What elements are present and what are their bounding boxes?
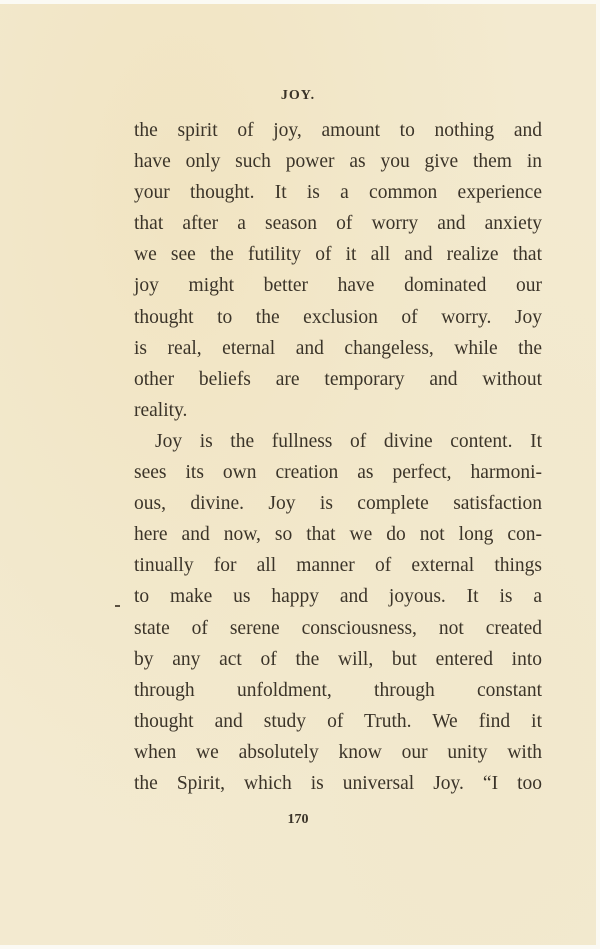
text-line: that after a season of worry and anxiety xyxy=(134,213,542,235)
text-line: through unfoldment, through constant xyxy=(134,679,542,701)
page-number: 170 xyxy=(287,812,309,827)
body-text xyxy=(134,115,542,799)
text-line: to make us happy and joyous. It is a xyxy=(134,586,542,608)
text-line: joy might better have dominated our xyxy=(134,275,542,297)
text-line: reality. xyxy=(134,399,188,421)
text-line: thought to the exclusion of worry. Joy xyxy=(134,306,542,328)
text-line: we see the futility of it all and realize that xyxy=(134,244,542,266)
text-line: your thought. It is a common experience xyxy=(134,182,542,204)
text-line: state of serene consciousness, not created xyxy=(134,617,542,639)
text-line: is real, eternal and changeless, while the xyxy=(134,337,542,359)
book-page xyxy=(0,4,596,945)
text-line: here and now, so that we do not long con- xyxy=(134,524,542,546)
text-line: sees its own creation as perfect, harmoni- xyxy=(134,462,542,484)
text-line: ous, divine. Joy is complete satisfaction xyxy=(134,493,542,515)
text-line: tinually for all manner of external things xyxy=(134,555,542,577)
text-line: Joy is the fullness of divine content. It xyxy=(155,430,542,452)
text-line: by any act of the will, but entered into xyxy=(134,648,542,670)
text-line: thought and study of Truth. We find it xyxy=(134,710,542,732)
running-head: JOY. xyxy=(280,88,316,103)
text-line: other beliefs are temporary and without xyxy=(134,368,542,390)
text-line: when we absolutely know our unity with xyxy=(134,741,542,763)
text-line: the spirit of joy, amount to nothing and xyxy=(134,120,542,141)
text-line: have only such power as you give them in xyxy=(134,151,542,173)
ink-speck xyxy=(115,605,120,607)
text-line: the Spirit, which is universal Joy. “I too xyxy=(134,772,542,794)
